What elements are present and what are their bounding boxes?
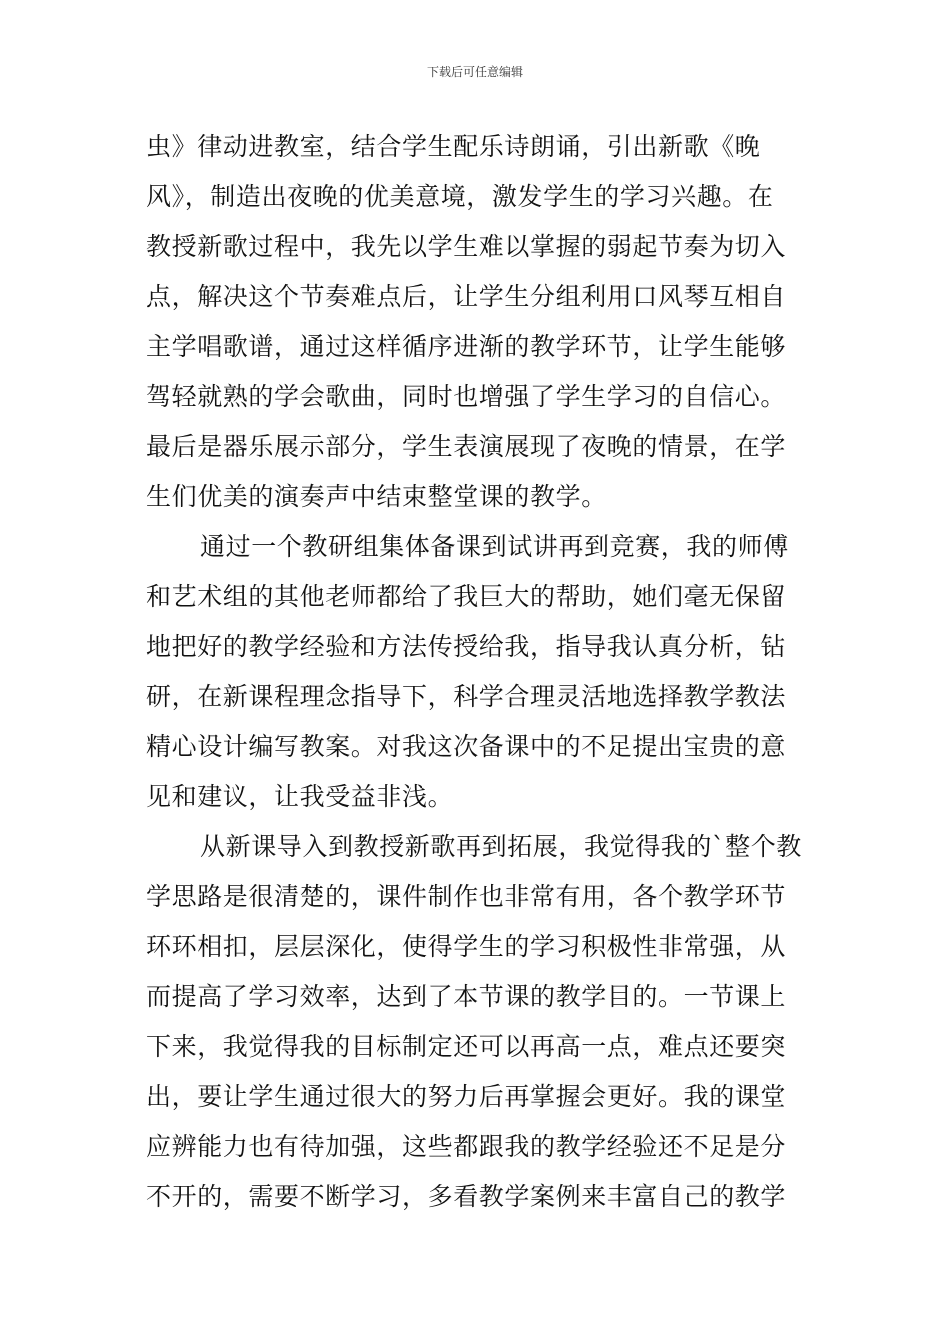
paragraph-2: [146, 522, 810, 822]
document-body: [146, 122, 810, 1222]
text-line: 精心设计编写教案。对我这次备课中的不足提出宝贵的意: [146, 732, 787, 761]
text-line: 主学唱歌谱，通过这样循序进渐的教学环节，让学生能够: [146, 332, 787, 361]
paragraph-3: [146, 822, 810, 1222]
text-line: 虫》律动进教室，结合学生配乐诗朗诵，引出新歌《晚: [146, 132, 761, 161]
text-line-indented: 从新课导入到教授新歌再到拓展，我觉得我的`整个教: [200, 832, 802, 861]
text-line: 点，解决这个节奏难点后，让学生分组利用口风琴互相自: [146, 282, 787, 311]
text-line: 最后是器乐展示部分，学生表演展现了夜晚的情景，在学: [146, 432, 787, 461]
text-line: 环环相扣，层层深化，使得学生的学习积极性非常强，从: [146, 932, 787, 961]
text-line: 地把好的教学经验和方法传授给我，指导我认真分析，钻: [146, 632, 787, 661]
paragraph-1: [146, 122, 810, 522]
text-line-indented: 通过一个教研组集体备课到试讲再到竞赛，我的师傅: [200, 532, 789, 561]
text-line: 学思路是很清楚的，课件制作也非常有用，各个教学环节: [146, 882, 787, 911]
text-line: 教授新歌过程中，我先以学生难以掌握的弱起节奏为切入: [146, 232, 787, 261]
text-line: 和艺术组的其他老师都给了我巨大的帮助，她们毫无保留: [146, 582, 787, 611]
page-header: 下载后可任意编辑: [426, 65, 523, 79]
text-line: 风》，制造出夜晚的优美意境，激发学生的学习兴趣。在: [146, 182, 774, 211]
text-line: 出，要让学生通过很大的努力后再掌握会更好。我的课堂: [146, 1082, 787, 1111]
text-line: 应辨能力也有待加强，这些都跟我的教学经验还不足是分: [146, 1132, 787, 1161]
text-line: 见和建议，让我受益非浅。: [146, 782, 454, 811]
text-line: 下来，我觉得我的目标制定还可以再高一点，难点还要突: [146, 1032, 787, 1061]
text-line: 研，在新课程理念指导下，科学合理灵活地选择教学教法: [146, 682, 787, 711]
text-line: 而提高了学习效率，达到了本节课的教学目的。一节课上: [146, 982, 787, 1011]
text-line: 不开的，需要不断学习，多看教学案例来丰富自己的教学: [146, 1182, 787, 1211]
text-line: 驾轻就熟的学会歌曲，同时也增强了学生学习的自信心。: [146, 382, 787, 411]
text-line: 生们优美的演奏声中结束整堂课的教学。: [146, 482, 607, 511]
